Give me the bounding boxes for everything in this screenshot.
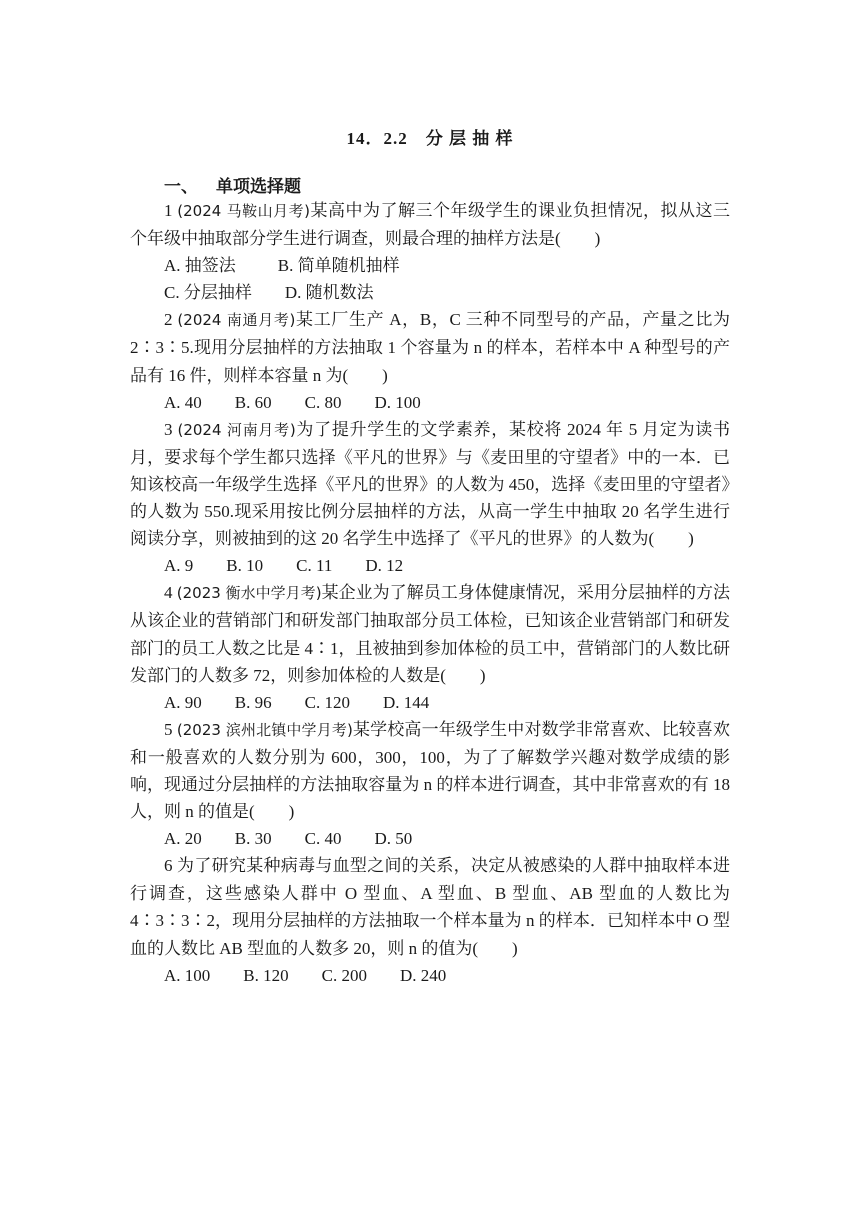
option-row (130, 279, 730, 306)
question-4 (130, 579, 730, 715)
option-b: B. 30 (234, 829, 272, 849)
question-stem (130, 306, 730, 388)
question-text: 某学校高一年级学生中对数学非常喜欢、比较喜欢和一般喜欢的人数分别为 600，300，100，为了了解数学兴趣对数学成绩的影响，现通过分层抽样的方法抽取容量为 n 的样本进行调查，其中非常喜欢的有 18 人，则 n 的值是( ) (130, 719, 731, 822)
section-heading (164, 172, 301, 197)
question-source: (2023 衡水中学月考) (176, 584, 322, 603)
question-5 (130, 716, 730, 852)
question-text: 某企业为了解员工身体健康情况，采用分层抽样的方法从该企业的营销部门和研发部门抽取部分员工体检，已知该企业营销部门和研发部门的员工人数之比是 4∶1，且被抽到参加体检的员工中，营销部门的人数比研发部门的人数多 72，则参加体检的人数是( ) (130, 583, 731, 685)
question-2 (130, 306, 730, 415)
option-d: D. 240 (399, 965, 447, 985)
option-d: D. 100 (374, 392, 421, 412)
option-b: B. 10 (226, 556, 264, 576)
question-3 (130, 416, 730, 580)
question-source: (2024 河南月考) (177, 420, 296, 439)
option-row (130, 825, 730, 852)
question-list (130, 197, 730, 989)
question-1 (130, 197, 730, 306)
question-stem (130, 852, 730, 961)
question-number: 1 (164, 201, 173, 220)
question-number: 2 (164, 310, 173, 330)
page-title: 14．2.2 分 层 抽 样 (346, 129, 514, 148)
option-a: A. 90 (164, 692, 202, 712)
option-row (130, 962, 730, 989)
question-stem (130, 197, 730, 252)
question-number: 4 (164, 583, 173, 603)
question-number: 6 (164, 856, 173, 876)
option-a: A. 100 (164, 965, 211, 985)
option-d: D. 144 (382, 692, 430, 712)
option-d: D. 12 (365, 556, 404, 576)
option-b: B. 120 (243, 965, 289, 985)
question-number: 3 (164, 419, 173, 439)
option-c: C. 40 (304, 829, 342, 849)
question-source: (2024 马鞍山月考) (177, 202, 310, 220)
section-number: 一、 (164, 177, 198, 196)
option-row (130, 689, 730, 716)
question-stem (130, 416, 730, 552)
option-c: C. 分层抽样 (164, 283, 252, 303)
question-source: (2024 南通月考) (177, 311, 296, 330)
option-d: D. 随机数法 (284, 283, 374, 303)
option-a: A. 抽签法 (164, 256, 236, 276)
option-c: C. 80 (304, 392, 342, 412)
option-c: C. 11 (296, 556, 333, 576)
option-a: A. 40 (164, 392, 202, 412)
question-number: 5 (164, 719, 173, 739)
option-b: B. 简单随机抽样 (277, 256, 400, 276)
section-label: 单项选择题 (216, 177, 301, 196)
option-c: C. 120 (304, 692, 350, 712)
option-c: C. 200 (321, 965, 367, 985)
option-a: A. 20 (164, 829, 202, 849)
option-b: B. 96 (234, 692, 272, 712)
option-row (130, 389, 730, 416)
option-row (130, 552, 730, 579)
question-6 (130, 852, 730, 988)
question-stem (130, 579, 730, 688)
question-text: 为了研究某种病毒与血型之间的关系，决定从被感染的人群中抽取样本进行调查，这些感染人群中 O 型血、A 型血、B 型血、AB 型血的人数比为 4∶3∶3∶2，现用分层抽样的方法抽取一个样本量为 n 的样本．已知样本中 O 型血的人数比 AB 型血的人数多 20，则 n 的值为( ) (130, 856, 731, 958)
option-a: A. 9 (164, 556, 194, 576)
option-d: D. 50 (374, 829, 413, 849)
option-row (130, 252, 730, 279)
question-text: 某工厂生产 A，B，C 三种不同型号的产品，产量之比为 2∶3∶5.现用分层抽样的方法抽取 1 个容量为 n 的样本，若样本中 A 种型号的产品有 16 件，则样本容量 n 为( ) (130, 310, 730, 385)
question-source: (2023 滨州北镇中学月考) (176, 720, 353, 739)
option-b: B. 60 (234, 392, 272, 412)
question-stem (130, 716, 730, 825)
question-text: 为了提升学生的文学素养，某校将 2024 年 5 月定为读书月，要求每个学生都只选择《平凡的世界》与《麦田里的守望者》中的一本．已知该校高一年级学生选择《平凡的世界》的人数为 450，选择《麦田里的守望者》的人数为 550.现采用按比例分层抽样的方法，从高一学生中抽取 20 名学生进行阅读分享，则被抽到的这 20 名学生中选择了《平凡的世界》的人数为( ) (130, 419, 731, 549)
question-text: 某高中为了解三个年级学生的课业负担情况，拟从这三个年级中抽取部分学生进行调查，则最合理的抽样方法是( ) (130, 201, 731, 249)
